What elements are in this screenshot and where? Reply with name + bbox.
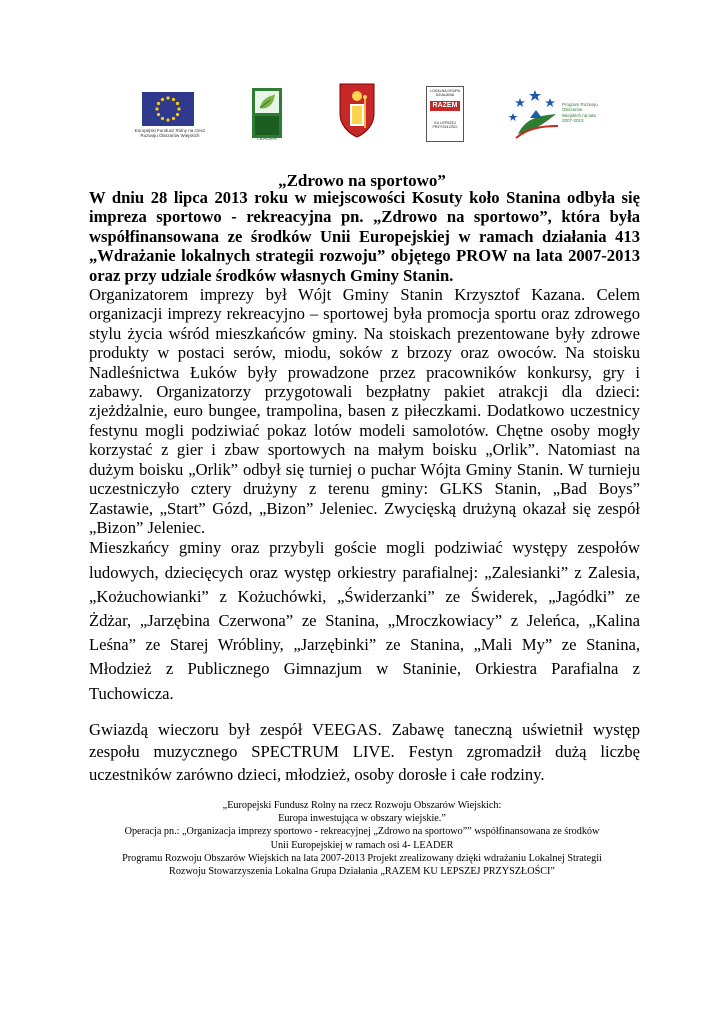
footer-line: „Europejski Fundusz Rolny na rzecz Rozwoju Obszarów Wiejskich: [222, 800, 502, 811]
eu-flag-logo [142, 92, 194, 126]
leader-label: LEADER [256, 136, 277, 142]
paragraph-organizer: Organizatorem imprezy był Wójt Gminy Stanin Krzysztof Kazana. Celem organizacji imprezy rekreacyjno – sportowej była promocja sportu oraz zdrowego stylu życia wśród mieszkańców gminy. Na stoiskach prezentowane były zdrowe produkty w postaci serów, miodu, soków z brzozy oraz owoców. Na stoisku Nadleśnictwa Łuków były prowadzone przez pracowników konkursy, gry i zabawy. Organizatorzy przygotowali bezpłatny pakiet atrakcji dla dzieci: zjeżdżalnie, euro bungee, trampolina, basen z piłeczkami. Dodatkowo uczestnicy festynu mogli podziwiać pokaz lotów modeli samolotów. Chętne osoby mogły korzystać z gier i zbaw sportowych na małym boisku „Orlik”. Natomiast na dużym boisku „Orlik” odbył się turniej o puchar Wójta Gminy Stanin. W turnieju uczestniczyło cztery drużyny z terenu gminy: GLKS Stanin, „Bad Boys” Zastawie, „Start” Gózd, „Bizon” Jeleniec. Zwycięską drużyną okazał się zespół „Bizon” Jeleniec. [89, 285, 640, 537]
footer-line: Europa inwestująca w obszary wiejskie.” [278, 813, 446, 825]
logo-bar [0, 82, 724, 152]
lead-paragraph: W dniu 28 lipca 2013 roku w miejscowości Kosuty koło Stanina odbyła się impreza sportowo - rekreacyjna pn. „Zdrowo na sportowo”, która była współfinansowana ze środków Unii Europejskiej w ramach działania 413 „Wdrażanie lokalnych strategii rozwoju” objętego PROW na lata 2007-2013 oraz przy udziale środków własnych Gminy Stanin. [89, 188, 640, 285]
eu-caption: Europejski Fundusz Rolny na rzecz Rozwoju Obszarów Wiejskich [134, 128, 206, 138]
leader-logo [252, 88, 282, 138]
leader-leaf-icon [252, 88, 282, 138]
prow-logo [508, 88, 570, 142]
paragraph-performers: Mieszkańcy gminy oraz przybyli goście mogli podziwiać występy zespołów ludowych, dziecięcych oraz występ orkiestry parafialnej: „Zalesianki” z Zalesia, „Kożuchowianki” z Kożuchówki, „Świderzanki” ze Świderek, „Jagódki” ze Żdżar, „Jarzębina Czerwona” ze Stanina, „Mroczkowiacy” z Jeleńca, „Kalina Leśna” ze Starej Wróbliny, „Jarzębinki” ze Stanina, „Mali My” ze Stanina, Młodzież z Publicznego Gimnazjum w Staninie, Orkiestra Parafialna z Tuchowicza. [89, 538, 640, 703]
footer-line: Rozwoju Stowarzyszenia Lokalna Grupa Działania „RAZEM KU LEPSZEJ PRZYSZŁOŚCI” [169, 866, 555, 878]
coat-of-arms-logo [338, 82, 376, 138]
lgd-razem-logo [426, 86, 464, 142]
document-title: „Zdrowo na sportowo” [278, 171, 446, 190]
footer-line: Operacja pn.: „Organizacja imprezy sportowo - rekreacyjnej „Zdrowo na sportowo”” współfinansowana ze środków [124, 826, 600, 838]
razem-name: RAZEM [430, 101, 460, 111]
footer-note [60, 799, 664, 878]
coat-of-arms-icon [338, 82, 376, 138]
document-body [89, 188, 640, 786]
footer-line: Programu Rozwoju Obszarów Wiejskich na lata 2007-2013 Projekt zrealizowany dzięki wdrażaniu Lokalnej Strategii [122, 852, 602, 864]
footer-line: Unii Europejskiej w ramach osi 4- LEADER [270, 839, 454, 851]
razem-top-text: LOKALNA GRUPA DZIAŁANIA [430, 89, 460, 97]
eu-stars-icon [142, 92, 194, 126]
prow-emblem-icon [508, 88, 562, 142]
razem-bottom-text: KU LEPSZEJ PRZYSZŁOŚCI [432, 121, 458, 129]
paragraph-evening: Gwiazdą wieczoru był zespół VEEGAS. Zabawę taneczną uświetnił występ zespołu muzycznego SPECTRUM LIVE. Festyn zgromadził dużą liczbę uczestników zarówno dzieci, młodzież, osoby dorosłe i całe rodziny. [89, 719, 640, 784]
prow-text: Program Rozwoju Obszarów Wiejskich na lata 2007-2013 [562, 102, 598, 124]
